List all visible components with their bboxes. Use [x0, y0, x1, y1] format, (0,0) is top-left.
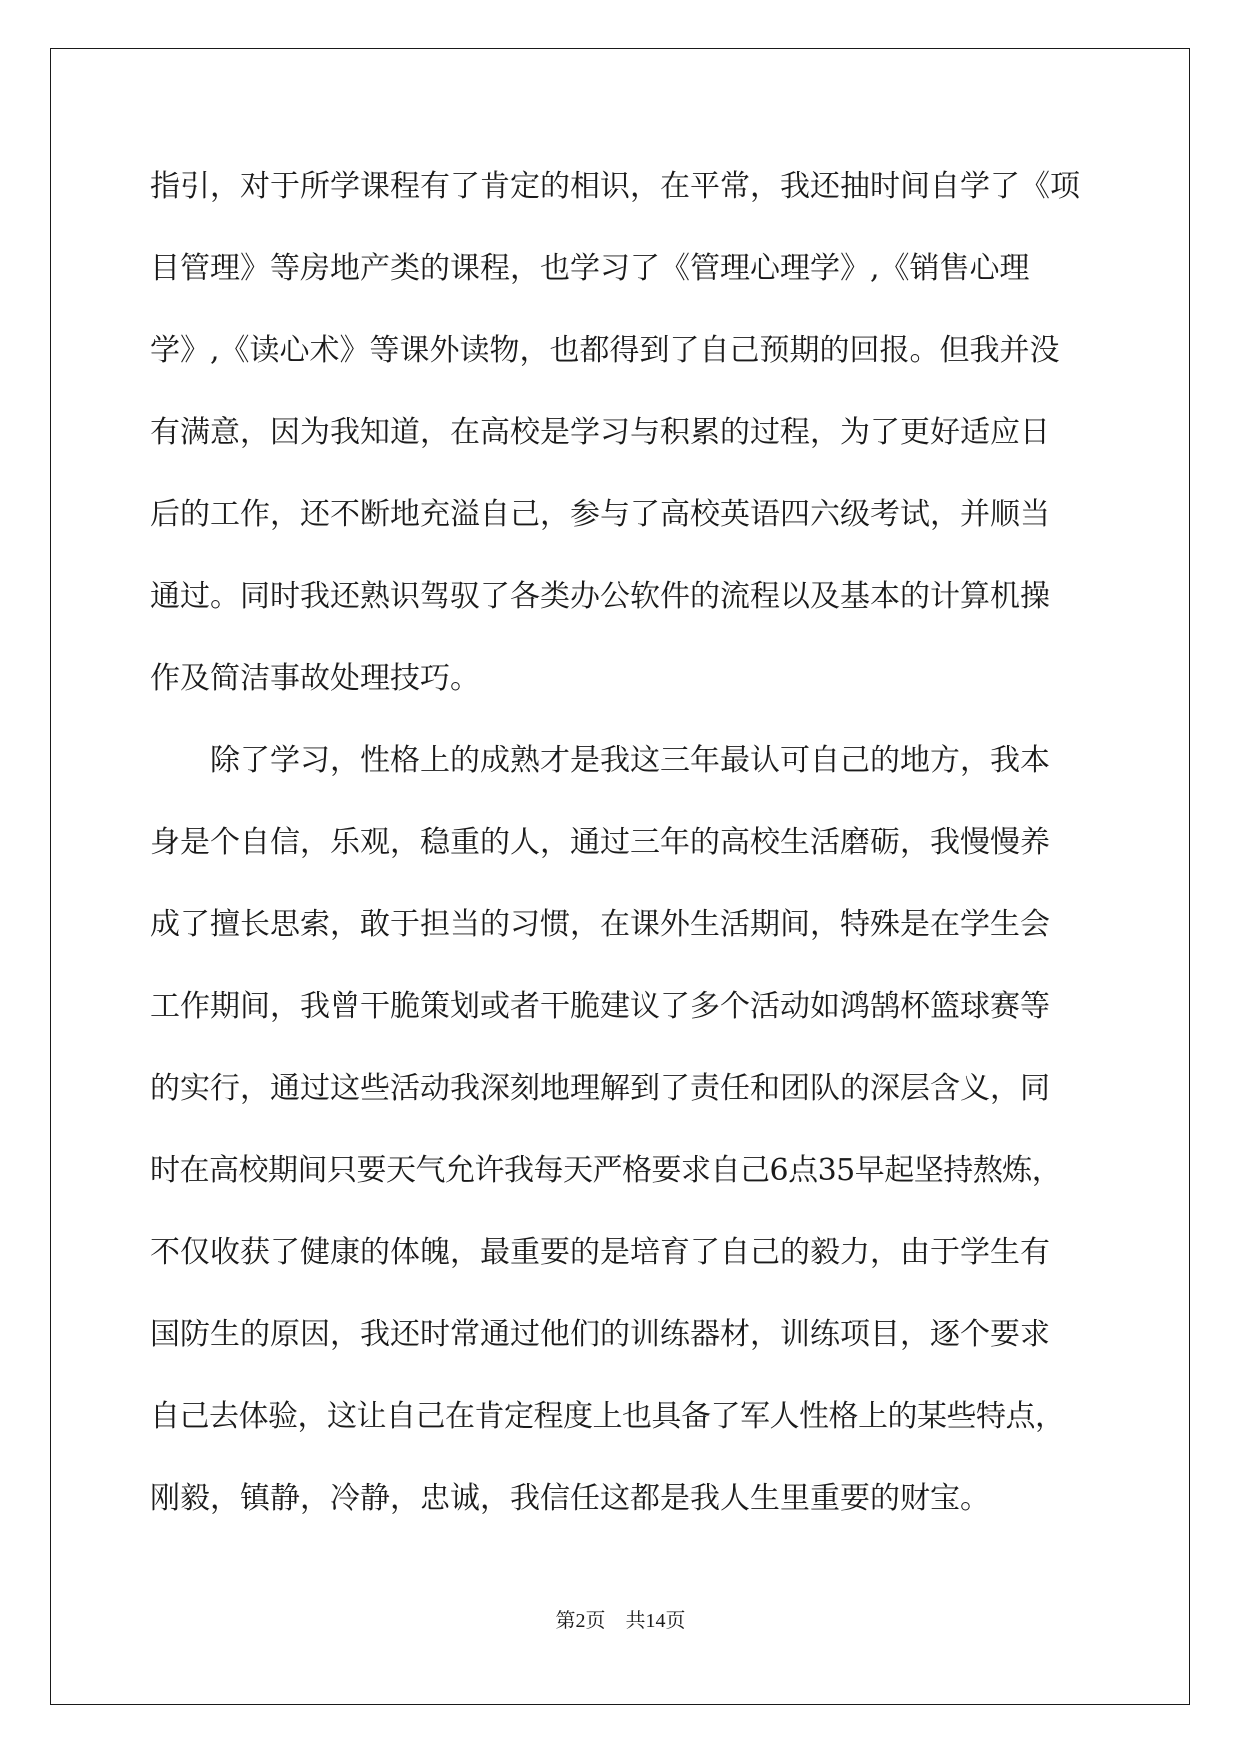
total-pages: 共14页 — [625, 1610, 686, 1632]
text-line: 通过。同时我还熟识驾驭了各类办公软件的流程以及基本的计算机操 — [150, 579, 1050, 614]
text-line: 指引，对于所学课程有了肯定的相识，在平常，我还抽时间自学了《项 — [150, 169, 1080, 204]
text-line: 身是个自信，乐观，稳重的人，通过三年的高校生活磨砺，我慢慢养 — [150, 825, 1050, 860]
text-line: 国防生的原因，我还时常通过他们的训练器材，训练项目，逐个要求 — [150, 1317, 1050, 1352]
page-footer — [0, 1604, 1241, 1633]
text-line: 工作期间，我曾干脆策划或者干脆建议了多个活动如鸿鹄杯篮球赛等 — [150, 989, 1050, 1024]
text-line: 目管理》等房地产类的课程，也学习了《管理心理学》,《销售心理 — [150, 251, 1030, 286]
current-page-number: 第2页 — [555, 1610, 606, 1632]
text-line: 后的工作，还不断地充溢自己，参与了高校英语四六级考试，并顺当 — [150, 497, 1050, 532]
text-line: 作及简洁事故处理技巧。 — [150, 661, 480, 696]
text-line: 不仅收获了健康的体魄，最重要的是培育了自己的毅力，由于学生有 — [150, 1235, 1050, 1270]
paragraph-first-line: 除了学习，性格上的成熟才是我这三年最认可自己的地方，我本 — [210, 743, 1050, 778]
text-line: 成了擅长思索，敢于担当的习惯，在课外生活期间，特殊是在学生会 — [150, 907, 1050, 942]
text-line: 刚毅，镇静，冷静，忠诚，我信任这都是我人生里重要的财宝。 — [150, 1481, 990, 1516]
text-line: 时在高校期间只要天气允许我每天严格要求自己6点35早起坚持熬炼， — [150, 1153, 1062, 1188]
text-line: 自己去体验，这让自己在肯定程度上也具备了军人性格上的某些特点， — [150, 1399, 1065, 1434]
document-body — [150, 160, 1100, 1554]
text-line: 学》,《读心术》等课外读物，也都得到了自己预期的回报。但我并没 — [150, 333, 1060, 368]
text-line: 有满意，因为我知道，在高校是学习与积累的过程，为了更好适应日 — [150, 415, 1050, 450]
text-line: 的实行，通过这些活动我深刻地理解到了责任和团队的深层含义，同 — [150, 1071, 1050, 1106]
